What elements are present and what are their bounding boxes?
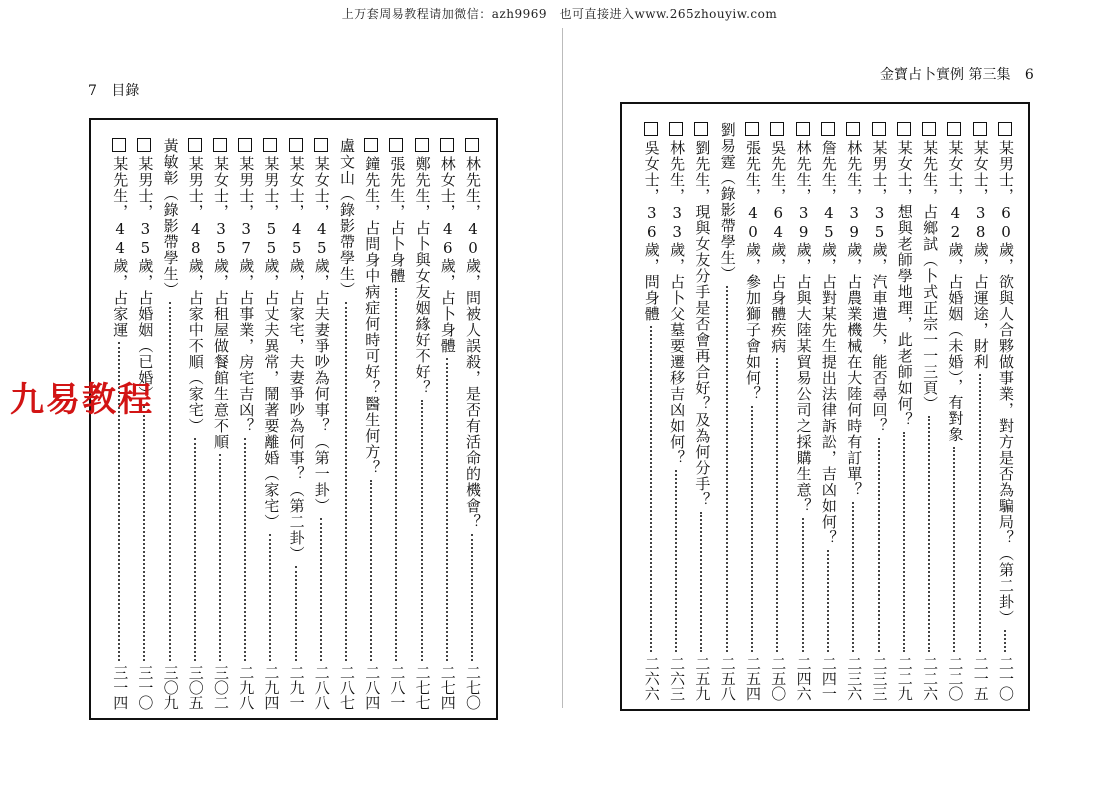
- dot-leader: [903, 432, 905, 652]
- toc-entry-title: 某男士，48歲，占家中不順（家宅）: [186, 156, 205, 434]
- right-toc-box: [620, 102, 1030, 711]
- dot-leader: [395, 288, 397, 661]
- dot-leader: [802, 518, 804, 652]
- toc-entry-title: 某先生，44歲，占家運: [111, 156, 130, 338]
- checkbox-icon: [314, 138, 328, 152]
- toc-page-number: 二八四: [363, 665, 382, 710]
- dot-leader: [269, 534, 271, 661]
- checkbox-icon: [846, 122, 860, 136]
- dot-leader: [953, 447, 955, 652]
- toc-entry-title: 鄭先生，占卜與女友姻緣好不好？: [413, 156, 432, 396]
- dot-leader: [726, 286, 728, 652]
- checkbox-icon: [821, 122, 835, 136]
- toc-page-number: 二七七: [413, 665, 432, 710]
- toc-entry: [209, 138, 233, 710]
- toc-entry: [969, 122, 993, 701]
- toc-page-number: 二六三: [668, 656, 687, 701]
- toc-entry: [385, 138, 409, 710]
- toc-entry: [868, 122, 892, 701]
- toc-page-number: 二八七: [338, 665, 356, 710]
- toc-entry-title: 張先生，占卜身體: [388, 156, 407, 284]
- checkbox-icon: [389, 138, 403, 152]
- toc-entry-title: 劉先生，現與女友分手是否會再合好？及為何分手？: [693, 140, 712, 508]
- toc-page-number: 二五〇: [769, 656, 788, 701]
- toc-page-number: 二四一: [819, 656, 838, 701]
- checkbox-icon: [415, 138, 429, 152]
- toc-page-number: 二八八: [312, 665, 331, 710]
- toc-page-number: 二九八: [237, 665, 256, 710]
- toc-entry: [360, 138, 384, 710]
- toc-page-number: 二三三: [870, 656, 889, 701]
- dot-leader: [295, 566, 297, 661]
- dot-leader: [143, 406, 145, 661]
- toc-entry: [461, 138, 485, 710]
- toc-page-number: 二八一: [388, 665, 407, 710]
- toc-entry: [817, 122, 841, 701]
- toc-page-number: 二一〇: [997, 656, 1015, 701]
- dot-leader: [446, 358, 448, 661]
- toc-page-number: 二二〇: [946, 656, 965, 701]
- dot-leader: [827, 550, 829, 652]
- checkbox-icon: [998, 122, 1012, 136]
- toc-entry-title: 某女士，38歲，占運途，財利: [971, 140, 990, 370]
- toc-entry: [285, 138, 309, 710]
- toc-page-number: 二五四: [744, 656, 762, 701]
- checkbox-icon: [897, 122, 911, 136]
- toc-entry: [133, 138, 157, 710]
- toc-entry: [234, 138, 258, 710]
- left-page-title: 目錄: [111, 83, 140, 99]
- toc-page-number: 三〇二: [212, 665, 230, 710]
- dot-leader: [345, 302, 347, 661]
- dot-leader: [928, 416, 930, 652]
- toc-entry-title: 某男士，35歲，汽車遺失，能否尋回？: [870, 140, 889, 434]
- toc-entry-title: 吳先生，64歲，占身體疾病: [769, 140, 788, 354]
- dot-leader: [320, 518, 322, 661]
- toc-entry-title: 某先生，占鄉試（卜式正宗一一三頁）: [921, 140, 940, 412]
- toc-page-number: 二二六: [921, 656, 940, 701]
- toc-entry-title: 鐘先生，占問身中病症何時可好？醫生何方？: [363, 156, 382, 476]
- checkbox-icon: [669, 122, 683, 136]
- toc-entry: [918, 122, 942, 701]
- dot-leader: [878, 438, 880, 652]
- toc-page-number: 二七〇: [464, 665, 482, 710]
- checkbox-icon: [770, 122, 784, 136]
- right-page-title: 金寶占卜實例 第三集: [880, 67, 1011, 83]
- toc-entry-title: 黃敏彰（錄影帶學生）: [161, 138, 180, 298]
- dot-leader: [1004, 630, 1006, 652]
- dot-leader: [852, 502, 854, 652]
- checkbox-icon: [922, 122, 936, 136]
- toc-entry: [640, 122, 664, 701]
- dot-leader: [650, 326, 652, 652]
- toc-page-number: 二四六: [794, 656, 813, 701]
- toc-entry-title: 某男士，60歲，欲與人合夥做事業，對方是否為騙局？（第二卦）: [997, 140, 1015, 626]
- toc-page-number: 三一〇: [136, 665, 155, 710]
- toc-entry-title: 某女士，45歲，占家宅，夫妻爭吵為何事？（第二卦）: [287, 156, 306, 562]
- toc-entry-title: 劉易霆（錄影帶學生）: [718, 122, 737, 282]
- toc-entry-title: 盧文山（錄影帶學生）: [338, 138, 356, 298]
- toc-entry-title: 詹先生，45歲，占對某先生提出法律訴訟，吉凶如何？: [819, 140, 838, 546]
- toc-entry-title: 某女士，想與老師學地理，此老師如何？: [895, 140, 914, 428]
- dot-leader: [219, 454, 221, 661]
- toc-entry-title: 吳女士，36歲，問身體: [642, 140, 661, 322]
- dot-leader: [700, 512, 702, 652]
- dot-leader: [244, 438, 246, 661]
- checkbox-icon: [263, 138, 277, 152]
- left-page-header: [88, 80, 139, 100]
- checkbox-icon: [289, 138, 303, 152]
- right-page-header: [880, 64, 1034, 84]
- toc-entry: [842, 122, 866, 701]
- toc-entry: [108, 138, 132, 710]
- toc-page-number: 二五八: [718, 656, 737, 701]
- toc-entry: [893, 122, 917, 701]
- toc-page-number: 二一五: [971, 656, 990, 701]
- toc-entry: [994, 122, 1018, 701]
- toc-entry: [259, 138, 283, 710]
- dot-leader: [421, 400, 423, 661]
- toc-entry: [766, 122, 790, 701]
- checkbox-icon: [644, 122, 658, 136]
- toc-page-number: 三〇九: [161, 665, 180, 710]
- toc-page-number: 二九一: [287, 665, 306, 710]
- dot-leader: [194, 438, 196, 661]
- toc-entry: [665, 122, 689, 701]
- checkbox-icon: [973, 122, 987, 136]
- checkbox-icon: [947, 122, 961, 136]
- toc-entry-title: 林先生，33歲，占卜父墓要遷移吉凶如何？: [668, 140, 687, 466]
- toc-entry-title: 某女士，42歲，占婚姻（未婚），有對象: [946, 140, 965, 443]
- toc-entry: [184, 138, 208, 710]
- watermark-logo: 九易教程: [10, 380, 154, 420]
- checkbox-icon: [364, 138, 378, 152]
- toc-entry: [310, 138, 334, 710]
- toc-page-number: 二七四: [438, 665, 457, 710]
- checkbox-icon: [796, 122, 810, 136]
- toc-entry: [792, 122, 816, 701]
- checkbox-icon: [465, 138, 479, 152]
- checkbox-icon: [694, 122, 708, 136]
- checkbox-icon: [137, 138, 151, 152]
- toc-entry: [335, 138, 359, 710]
- toc-entry-title: 某女士，35歲，占租屋做餐館生意不順: [212, 156, 230, 450]
- toc-entry: [411, 138, 435, 710]
- toc-entry-title: 林先生，39歲，占農業機械在大陸何時有訂單？: [845, 140, 864, 498]
- book-spine: [562, 28, 563, 708]
- dot-leader: [471, 534, 473, 661]
- checkbox-icon: [872, 122, 886, 136]
- toc-page-number: 三一四: [111, 665, 130, 710]
- toc-entry-title: 林先生，40歲，問被人誤殺，是否有活命的機會？: [464, 156, 482, 530]
- dot-leader: [979, 374, 981, 652]
- toc-entry: [716, 122, 740, 701]
- toc-entry-title: 某男士，35歲，占婚姻（已婚）: [136, 156, 155, 402]
- toc-entry: [943, 122, 967, 701]
- left-page-number: 7: [88, 83, 97, 99]
- toc-entry-title: 林女士，46歲，占卜身體: [438, 156, 457, 354]
- toc-entry: [690, 122, 714, 701]
- toc-entry-title: 某男士，37歲，占事業，房宅吉凶？: [237, 156, 256, 434]
- toc-page-number: 三〇五: [186, 665, 205, 710]
- checkbox-icon: [188, 138, 202, 152]
- dot-leader: [675, 470, 677, 652]
- checkbox-icon: [238, 138, 252, 152]
- toc-page-number: 二六六: [642, 656, 661, 701]
- toc-entry-title: 林先生，39歲，占與大陸某貿易公司之採購生意？: [794, 140, 813, 514]
- toc-entry-title: 某男士，55歲，占丈夫異常，鬧著要離婚（家宅）: [262, 156, 281, 530]
- dot-leader: [370, 480, 372, 661]
- right-page-number: 6: [1024, 67, 1034, 83]
- dot-leader: [169, 302, 171, 661]
- toc-entry-title: 張先生，40歲，參加獅子會如何？: [744, 140, 762, 402]
- dot-leader: [751, 406, 753, 652]
- checkbox-icon: [440, 138, 454, 152]
- toc-entry-title: 某女士，45歲，占夫妻爭吵為何事？（第一卦）: [312, 156, 331, 514]
- toc-page-number: 二九四: [262, 665, 281, 710]
- checkbox-icon: [213, 138, 227, 152]
- toc-entry: [436, 138, 460, 710]
- toc-entry: [159, 138, 183, 710]
- watermark-text: 上万套周易教程请加微信：azh9969 也可直接进入www.265zhouyiw.com: [341, 7, 778, 21]
- toc-page-number: 二二九: [895, 656, 914, 701]
- toc-page-number: 二五九: [693, 656, 712, 701]
- dot-leader: [776, 358, 778, 652]
- toc-page-number: 二三六: [845, 656, 864, 701]
- toc-entry: [741, 122, 765, 701]
- checkbox-icon: [745, 122, 759, 136]
- checkbox-icon: [112, 138, 126, 152]
